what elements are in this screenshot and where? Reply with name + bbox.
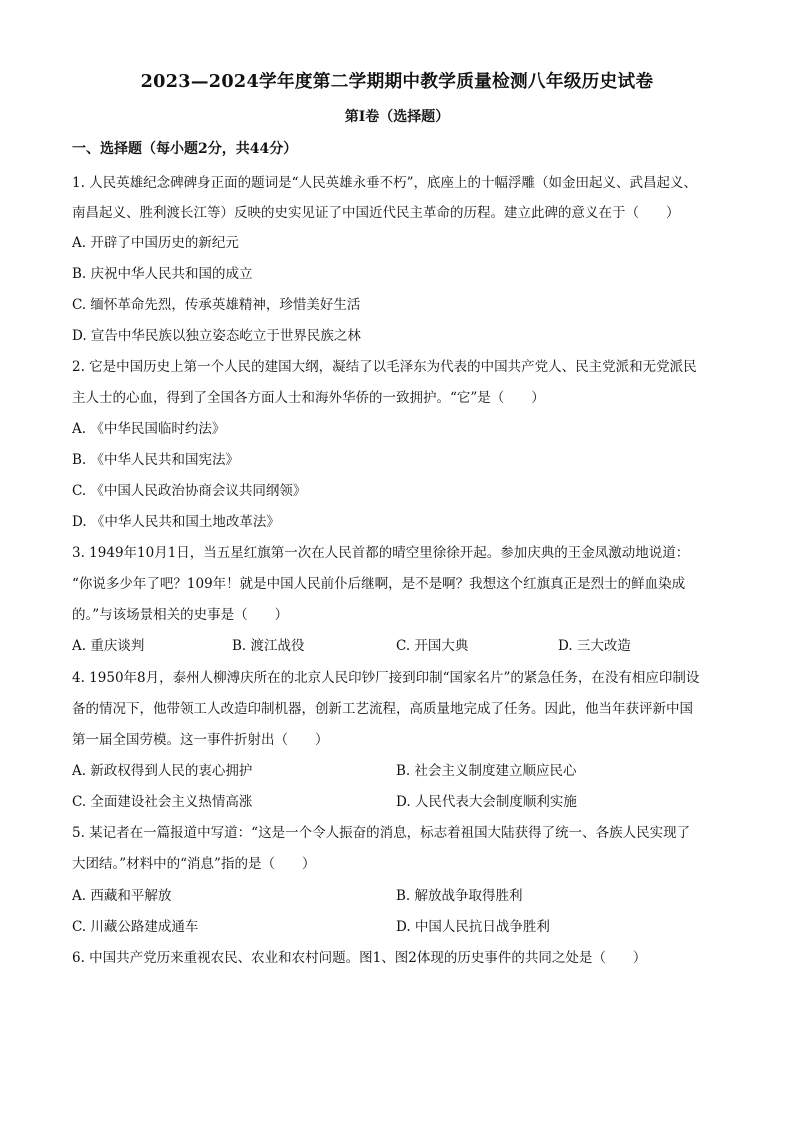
q3-option-c: C. 开国大典 [396, 638, 469, 654]
q4-stem-line1: 4. 1950年8月，泰州人柳溥庆所在的北京人民印钞厂接到印制“国家名片”的紧急任务，在没有相应印制设 [72, 670, 700, 686]
q5-stem-line1: 5. 某记者在一篇报道中写道：“这是一个令人振奋的消息，标志着祖国大陆获得了统一、各族人民实现了 [72, 825, 691, 841]
q5-option-d: D. 中国人民抗日战争胜利 [396, 919, 550, 935]
q5-option-b: B. 解放战争取得胜利 [396, 888, 523, 904]
q4-option-b: B. 社会主义制度建立顺应民心 [396, 763, 577, 779]
q2-option-c: C. 《中国人民政治协商会议共同纲领》 [72, 483, 307, 499]
q1-option-a: A. 开辟了中国历史的新纪元 [72, 235, 239, 251]
q1-stem-line2: 南昌起义、胜利渡长江等）反映的史实见证了中国近代民主革命的历程。建立此碑的意义在于（ ） [72, 205, 680, 221]
q5-stem-line2: 大团结。”材料中的“消息”指的是（ ） [72, 856, 316, 872]
volume-subtitle: 第Ⅰ卷（选择题） [344, 109, 450, 125]
q3-option-a: A. 重庆谈判 [72, 638, 145, 654]
q1-option-b: B. 庆祝中华人民共和国的成立 [72, 266, 253, 282]
q1-option-c: C. 缅怀革命先烈，传承英雄精神，珍惜美好生活 [72, 297, 361, 313]
q3-option-b: B. 渡江战役 [232, 638, 305, 654]
q2-stem-line1: 2. 它是中国历史上第一个人民的建国大纲，凝结了以毛泽东为代表的中国共产党人、民主党派和无党派民 [72, 359, 697, 375]
q5-option-a: A. 西藏和平解放 [72, 888, 172, 904]
q1-option-d: D. 宣告中华民族以独立姿态屹立于世界民族之林 [72, 328, 361, 344]
q4-option-a: A. 新政权得到人民的衷心拥护 [72, 763, 253, 779]
section-heading: 一、选择题（每小题2分，共44分） [72, 141, 298, 157]
q4-stem-line3: 第一届全国劳模。这一事件折射出（ ） [72, 732, 329, 748]
q1-stem-line1: 1. 人民英雄纪念碑碑身正面的题词是“人民英雄永垂不朽”，底座上的十幅浮雕（如金田起义、武昌起义、 [72, 175, 697, 191]
q3-stem-line3: 的。”与该场景相关的史事是（ ） [72, 607, 289, 623]
q3-option-d: D. 三大改造 [558, 638, 631, 654]
q4-option-c: C. 全面建设社会主义热情高涨 [72, 794, 253, 810]
q5-option-c: C. 川藏公路建成通车 [72, 919, 199, 935]
q2-option-d: D. 《中华人民共和国土地改革法》 [72, 514, 280, 530]
q3-stem-line2: “你说多少年了吧？109年！就是中国人民前仆后继啊，是不是啊？我想这个红旗真正是烈士的鲜血染成 [72, 576, 686, 592]
q2-stem-line2: 主人士的心血，得到了全国各方面人士和海外华侨的一致拥护。“它”是（ ） [72, 390, 545, 406]
q4-option-d: D. 人民代表大会制度顺利实施 [396, 794, 577, 810]
q2-option-b: B. 《中华人民共和国宪法》 [72, 452, 240, 468]
q4-stem-line2: 备的情况下，他带领工人改造印制机器，创新工艺流程，高质量地完成了任务。因此，他当年获评新中国 [72, 701, 693, 717]
q2-option-a: A. 《中华民国临时约法》 [72, 421, 226, 437]
exam-title: 2023—2024学年度第二学期期中教学质量检测八年级历史试卷 [140, 71, 654, 92]
q6-stem-line1: 6. 中国共产党历来重视农民、农业和农村问题。图1、图2体现的历史事件的共同之处是（ ） [72, 950, 647, 966]
q3-stem-line1: 3. 1949年10月1日，当五星红旗第一次在人民首都的晴空里徐徐开起。参加庆典的王金凤激动地说道： [72, 545, 690, 561]
